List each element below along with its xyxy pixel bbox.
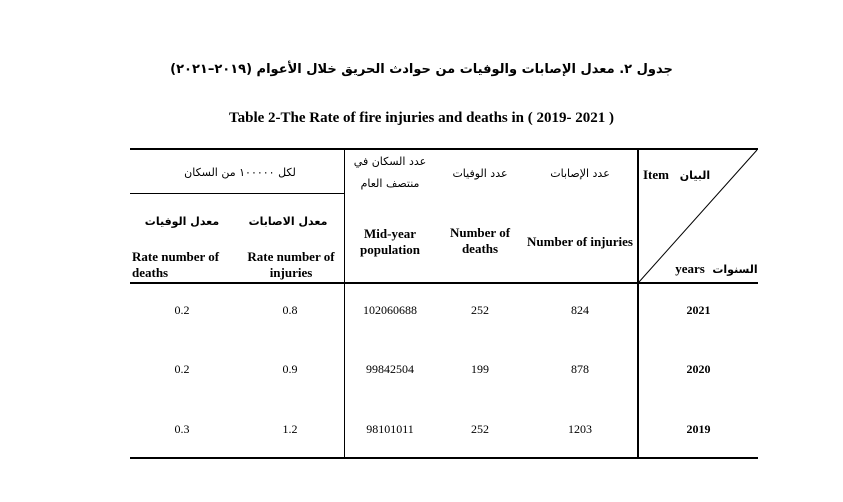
cell-deaths: 252: [471, 422, 489, 436]
cell-population: 102060688: [363, 303, 417, 317]
cell-injuries: 1203: [568, 422, 592, 436]
header-injuries-ar: عدد الإصابات: [550, 167, 610, 180]
cell-year: 2021: [686, 303, 711, 317]
table-bottom-border: [130, 457, 758, 459]
cell-deaths: 252: [471, 303, 489, 317]
cell-deaths: 199: [471, 362, 489, 376]
header-deaths-ar: عدد الوفيات: [452, 167, 508, 180]
header-injuries-en: Number of injuries: [527, 234, 633, 249]
header-item-ar: البيان: [679, 169, 711, 182]
cell-injuries: 878: [571, 362, 589, 376]
header-rate-injuries-en-line1: Rate number of: [247, 249, 335, 264]
cell-year: 2019: [686, 422, 711, 436]
cell-population: 99842504: [366, 362, 414, 376]
cell-rate-injuries: 0.9: [282, 362, 298, 376]
cell-rate-injuries: 0.8: [282, 303, 298, 317]
cell-rate-deaths: 0.3: [174, 422, 190, 436]
header-years-ar: السنوات: [712, 263, 758, 276]
header-population-en-line2: population: [360, 242, 420, 257]
header-rate-deaths-ar: معدل الوفيات: [144, 215, 220, 228]
fire-rate-table: [130, 148, 758, 460]
cell-population: 98101011: [366, 422, 414, 436]
header-rate-deaths-en-line2: deaths: [132, 265, 169, 280]
cell-rate-injuries: 1.2: [282, 422, 298, 436]
header-per-100k-ar: لكل ١٠٠٠٠٠ من السكان: [184, 166, 296, 179]
header-population-ar-line1: عدد السكان في: [353, 155, 427, 168]
cell-year: 2020: [686, 362, 711, 376]
header-population-ar-line2: منتصف العام: [360, 177, 420, 190]
header-deaths-en-line1: Number of: [449, 225, 511, 240]
header-population-en-line1: Mid-year: [364, 226, 416, 241]
table-title-arabic: جدول ٢. معدل الإصابات والوفيات من حوادث الحريق خلال الأعوام (٢٠١٩–٢٠٢١): [170, 62, 673, 77]
cell-rate-deaths: 0.2: [174, 303, 190, 317]
header-deaths-en-line2: deaths: [461, 241, 499, 256]
header-rate-injuries-ar: معدل الاصابات: [248, 215, 328, 228]
header-years-en: years: [675, 261, 705, 276]
cell-rate-deaths: 0.2: [174, 362, 190, 376]
table-title-english: Table 2-The Rate of fire injuries and deaths in ( 2019- 2021 ): [228, 110, 614, 126]
header-rate-injuries-en-line2: injuries: [269, 265, 313, 280]
header-item-en: Item: [643, 167, 669, 182]
header-rate-deaths-en-line1: Rate number of: [132, 249, 220, 264]
cell-injuries: 824: [571, 303, 589, 317]
